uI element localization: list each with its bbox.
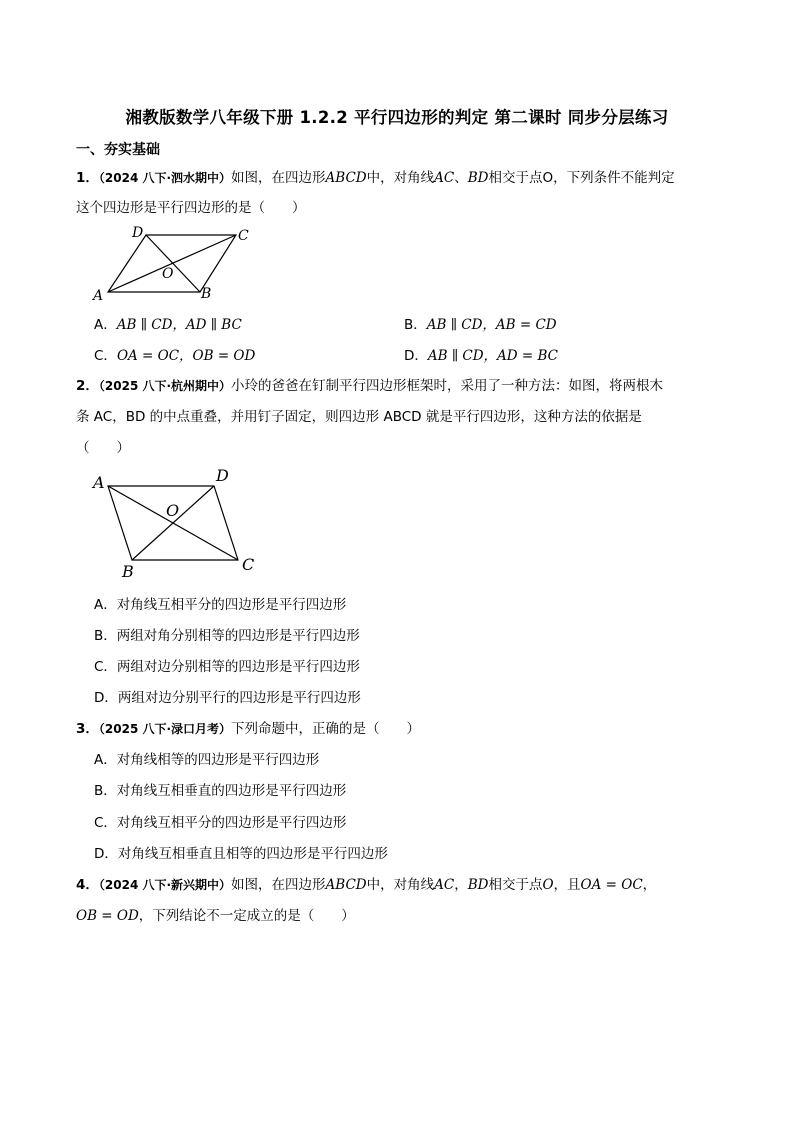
q2-label-o: O: [166, 501, 180, 520]
q1-line-1: [76, 166, 675, 186]
q2-figure: [88, 462, 268, 582]
q3-number: 3．: [76, 721, 99, 737]
q1-option-b-letter: B．: [404, 317, 427, 333]
q1-sep: 、: [454, 170, 468, 186]
q4-source: （2024 八下·新兴期中）: [98, 878, 232, 892]
q3-option-a[interactable]: A．对角线相等的四边形是平行四边形: [94, 752, 320, 768]
document-title: 湘教版数学八年级下册 1.2.2 平行四边形的判定 第二课时 同步分层练习: [125, 108, 669, 127]
q1-option-b[interactable]: [404, 313, 557, 333]
q4-text-d: ，且: [553, 877, 581, 893]
q1-option-a-letter: A．: [94, 317, 117, 333]
q4-line-2: [76, 904, 355, 924]
q1-number: 1．: [76, 170, 99, 186]
q2-line-1: [76, 374, 663, 394]
q1-option-b-text: AB ∥ CD，AB = CD: [426, 317, 557, 333]
q2-number: 2．: [76, 378, 99, 394]
q1-option-d[interactable]: [404, 344, 558, 364]
q1-label-a: A: [93, 288, 104, 304]
q2-option-a[interactable]: A．对角线互相平分的四边形是平行四边形: [94, 597, 347, 613]
q1-option-d-letter: D．: [404, 348, 428, 364]
q3-source: （2025 八下·渌口月考）: [98, 722, 232, 736]
q3-option-c[interactable]: C．对角线互相平分的四边形是平行四边形: [94, 815, 347, 831]
q2-option-b[interactable]: B．两组对角分别相等的四边形是平行四边形: [94, 628, 360, 644]
q4-text-a: 如图，在四边形: [231, 877, 326, 893]
q1-figure: [88, 222, 258, 304]
q4-number: 4．: [76, 877, 99, 893]
q4-line-1: [76, 873, 656, 893]
q1-option-c-letter: C．: [94, 348, 117, 364]
q4-text-2: ，下列结论不一定成立的是（ ）: [138, 908, 355, 924]
q1-option-c-text: OA = OC，OB = OD: [116, 348, 256, 364]
q2-text-1: 小玲的爸爸在钉制平行四边形框架时，采用了一种方法：如图，将两根木: [231, 378, 664, 394]
q1-label-c: C: [238, 228, 249, 244]
q1-label-b: B: [201, 286, 212, 302]
q4-comma: ，: [454, 877, 468, 893]
q1-option-a[interactable]: [94, 313, 242, 333]
q1-diagonal-bd: [146, 235, 200, 292]
q1-label-o: O: [162, 266, 174, 282]
q2-label-c: C: [242, 555, 255, 574]
q1-option-c[interactable]: [94, 344, 255, 364]
q1-text-b: 中，对角线: [366, 170, 435, 186]
q3-option-b[interactable]: B．对角线互相垂直的四边形是平行四边形: [94, 783, 347, 799]
q1-source: （2024 八下·泗水期中）: [98, 171, 232, 185]
q2-line-2: 条 AC，BD 的中点重叠，并用钉子固定，则四边形 ABCD 就是平行四边形，这种方法的依据是: [76, 409, 642, 425]
q4-text-e: ，: [642, 877, 657, 893]
q4-math-o: O: [542, 877, 554, 893]
q2-source: （2025 八下·杭州期中）: [98, 379, 232, 393]
section-heading: 一、夯实基础: [76, 142, 160, 158]
q3-text-1: 下列命题中，正确的是（ ）: [231, 721, 421, 737]
q4-text-b: 中，对角线: [366, 877, 435, 893]
q2-diagonal-bd: [132, 486, 214, 560]
q1-option-d-text: AB ∥ CD，AD = BC: [427, 348, 559, 364]
q4-math-bd: BD: [467, 877, 489, 893]
q2-label-b: B: [122, 562, 134, 581]
q2-line-3: （ ）: [76, 440, 130, 456]
q1-math-abcd: ABCD: [325, 170, 367, 186]
q4-math-eq2: OB = OD: [76, 908, 139, 924]
q1-text-c: 相交于点O，下列条件不能判定: [488, 170, 675, 186]
q1-option-a-text: AB ∥ CD，AD ∥ BC: [116, 317, 242, 333]
q2-label-d: D: [216, 466, 229, 485]
q4-math-eq1: OA = OC: [580, 877, 643, 893]
q1-text-a: 如图，在四边形: [231, 170, 326, 186]
q1-math-bd: BD: [467, 170, 489, 186]
q2-label-a: A: [93, 473, 105, 492]
q3-option-d[interactable]: D．对角线互相垂直且相等的四边形是平行四边形: [94, 846, 388, 862]
q4-math-abcd: ABCD: [325, 877, 367, 893]
q2-option-c[interactable]: C．两组对边分别相等的四边形是平行四边形: [94, 659, 360, 675]
q3-line-1: [76, 717, 420, 737]
q4-text-c: 相交于点: [488, 877, 543, 893]
q2-option-d[interactable]: D．两组对边分别平行的四边形是平行四边形: [94, 690, 361, 706]
q1-math-ac: AC: [434, 170, 455, 186]
q1-label-d: D: [132, 225, 144, 241]
q4-math-ac: AC: [434, 877, 455, 893]
q1-line-2: 这个四边形是平行四边形的是（ ）: [76, 200, 306, 216]
